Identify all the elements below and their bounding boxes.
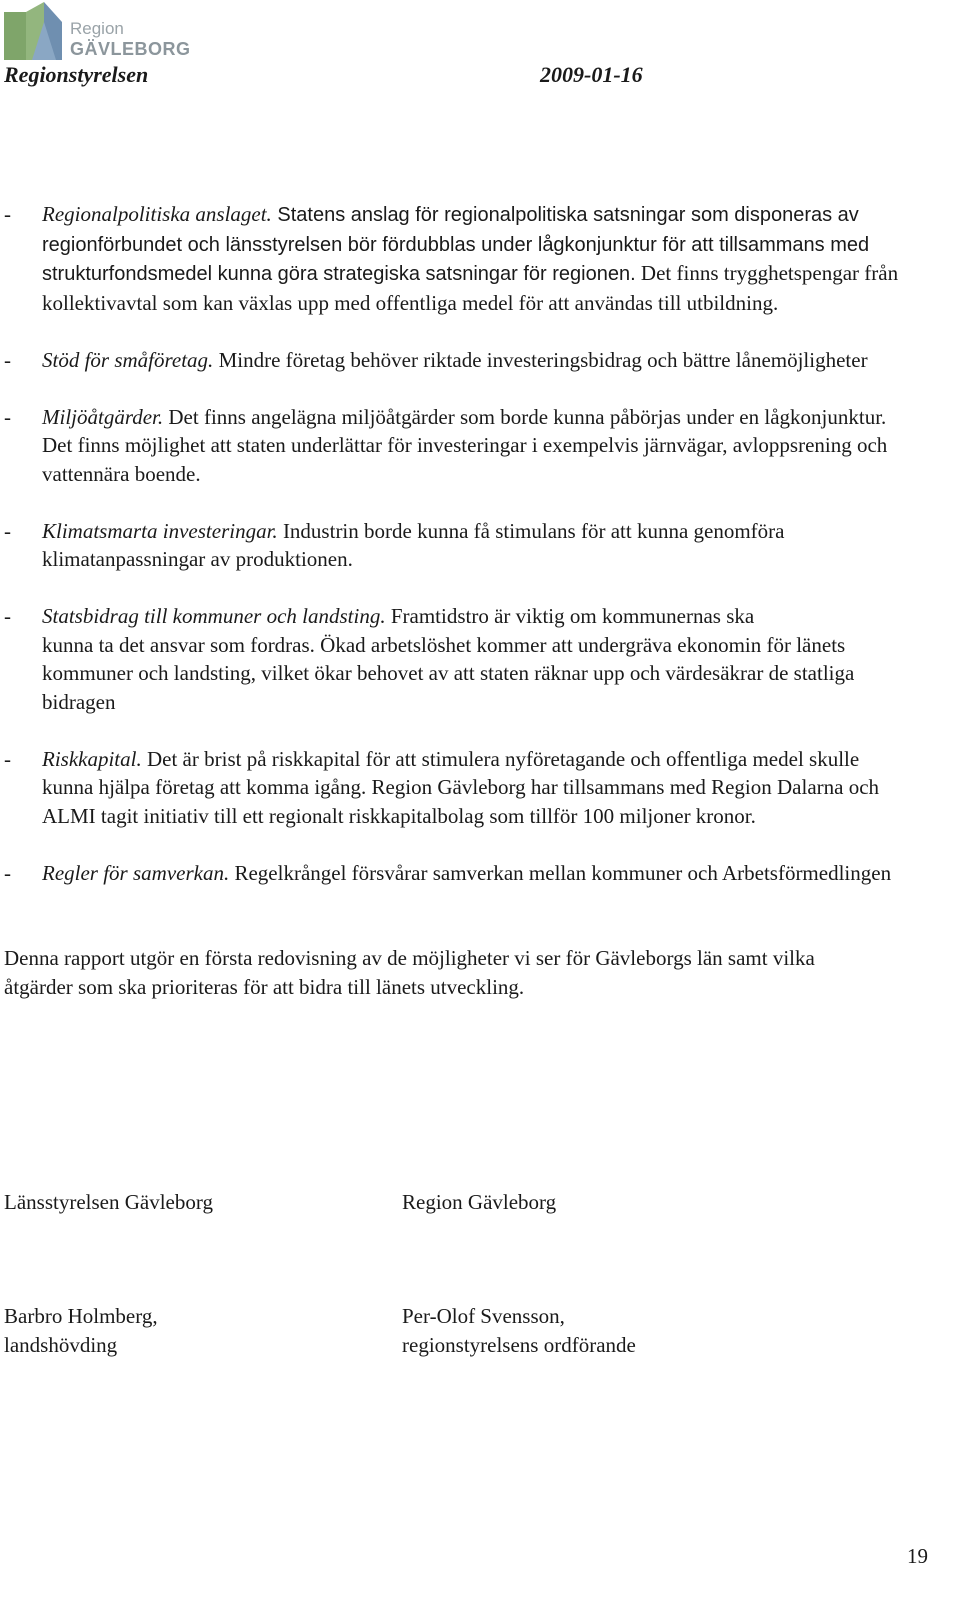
item-title: Regionalpolitiska anslaget. — [42, 202, 272, 226]
signature-role: landshövding — [4, 1332, 118, 1357]
item-title: Regler för samverkan. — [42, 860, 230, 885]
list-dash: - — [4, 604, 11, 628]
logo-mark-icon — [4, 2, 62, 60]
item-text-continued: Det finns trygghetspengar från kollektivavtal som kan växlas upp med offentliga medel för att användas till utbildning. — [42, 261, 899, 315]
header-date: 2009-01-16 — [540, 62, 643, 87]
item-title: Statsbidrag till kommuner och landsting. — [42, 604, 386, 628]
signature-name: Barbro Holmberg, — [4, 1304, 158, 1328]
signature-org: Länsstyrelsen Gävleborg — [4, 1190, 213, 1214]
list-dash: - — [4, 404, 11, 429]
list-dash: - — [4, 518, 11, 543]
list-dash: - — [4, 746, 11, 771]
item-title: Riskkapital. — [42, 746, 142, 771]
page-header — [4, 62, 660, 92]
item-text: Mindre företag behöver riktade investeringsbidrag och bättre lånemöjligheter — [213, 347, 868, 372]
item-text: Det finns angelägna miljöåtgärder som borde kunna påbörjas under en lågkonjunktur. Det finns möjlighet att staten underlättar för investeringar i exempelvis järnvägar, avloppsrening och vattennära boende. — [42, 404, 888, 486]
item-text: Industrin borde kunna få stimulans för att kunna genomföra klimatanpassningar av produktionen. — [42, 518, 785, 571]
signature-role: regionstyrelsens ordförande — [402, 1332, 636, 1357]
item-title: Klimatsmarta investeringar. — [42, 518, 278, 543]
item-text: Statens anslag för regionalpolitiska satsningar som disponeras av regionförbundet och länsstyrelsen bör fördubblas under lågkonjunktur för att tillsammans med strukturfondsmedel kunna göra strategiska satsningar för regionen. — [42, 204, 870, 285]
list-dash: - — [4, 347, 11, 372]
list-item — [4, 602, 904, 716]
list-item — [4, 745, 904, 831]
list-item — [4, 517, 904, 574]
item-text-continued: kunna ta det ansvar som fordras. Ökad arbetslöshet kommer att undergräva ekonomin för länets kommuner och landsting, vilket ökar behovet av att staten räknar upp och värdesäkrar de statliga bidragen — [42, 632, 855, 714]
list-item — [4, 403, 904, 489]
list-dash: - — [4, 860, 11, 885]
header-title: Regionstyrelsen — [4, 62, 149, 87]
closing-paragraph: Denna rapport utgör en första redovisning av de möjligheter vi ser för Gävleborgs län samt vilka åtgärder som ska prioriteras för att bidra till länets utveckling. — [4, 946, 815, 999]
logo-text-region: Region — [70, 19, 124, 38]
region-gavleborg-logo — [4, 0, 191, 62]
item-text: Framtidstro är viktig om kommunernas ska — [385, 604, 755, 628]
list-item — [4, 200, 904, 317]
item-text: Det är brist på riskkapital för att stimulera nyföretagande och offentliga medel skulle kunna hjälpa företag att komma igång. Region Gävleborg har tillsammans med Region Dalarna och ALMI tagit initiativ till ett regionalt riskkapitalbolag som tillför 100 miljoner kronor. — [42, 746, 880, 828]
signature-left — [4, 1188, 384, 1359]
signature-right — [402, 1188, 782, 1359]
document-body — [4, 200, 904, 1001]
list-item — [4, 859, 904, 888]
signature-org: Region Gävleborg — [402, 1190, 557, 1214]
item-title: Miljöåtgärder. — [42, 404, 164, 429]
list-item — [4, 346, 904, 375]
item-title: Stöd för småföretag. — [42, 347, 214, 372]
signature-name: Per-Olof Svensson, — [402, 1304, 565, 1328]
item-text: Regelkrångel försvårar samverkan mellan kommuner och Arbetsförmedlingen — [229, 860, 892, 885]
list-dash: - — [4, 202, 11, 226]
logo-text-gavleborg: GÄVLEBORG — [70, 39, 191, 59]
page-number: 19 — [907, 1544, 928, 1568]
